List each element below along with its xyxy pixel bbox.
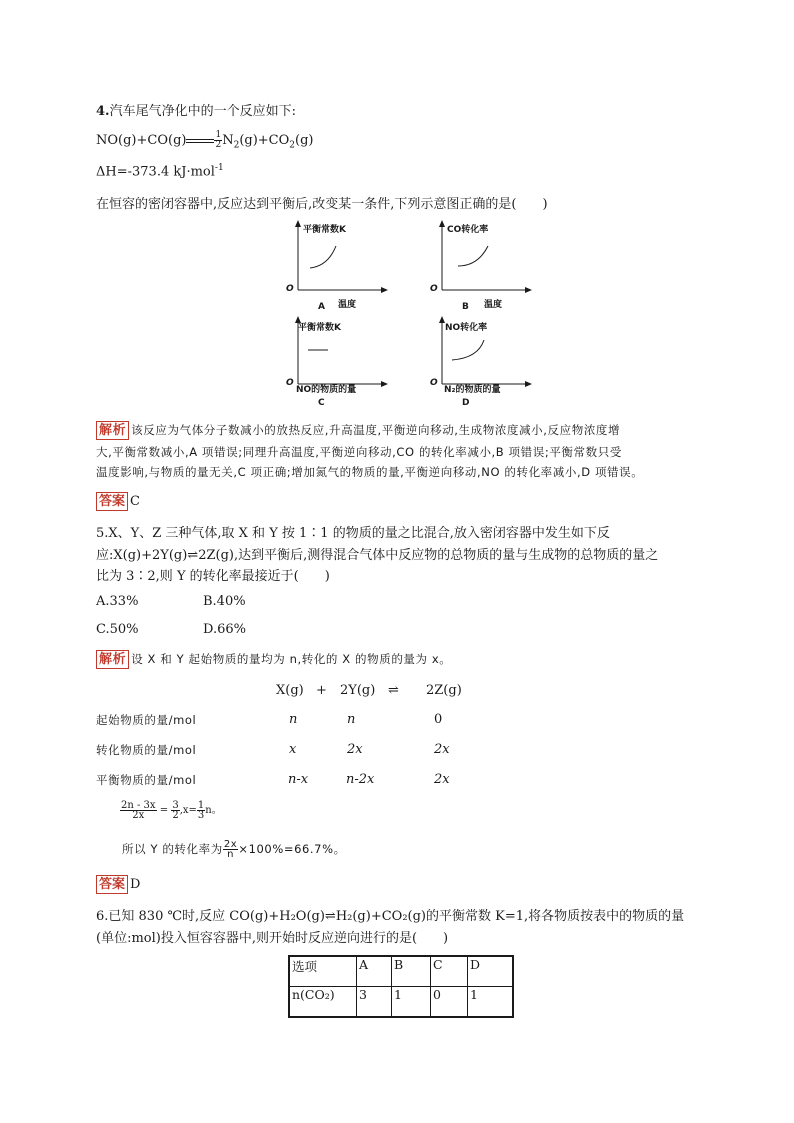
row-change-y: 2x xyxy=(347,742,363,757)
q4-analysis-line-3: 温度影响,与物质的量无关,C 项正确;增加氮气的物质的量,平衡逆向移动,NO 的转化率减小,D 项错误。 xyxy=(96,465,644,479)
q6-stem-line-2: (单位:mol)投入恒容容器中,则开始时反应逆向进行的是( ) xyxy=(96,931,449,946)
table-row xyxy=(289,956,513,987)
graph-b-ylabel: CO转化率 xyxy=(447,225,489,235)
table-header-cell: D xyxy=(468,956,514,987)
graph-a-letter: A xyxy=(318,302,325,312)
row-equil-y: n-2x xyxy=(346,772,375,787)
table-cell: 1 xyxy=(468,987,514,1018)
q4-equation: NO(g)+CO(g) $\frac{1}{2}$ $N_2(g)+CO_2(g)$ xyxy=(96,130,314,151)
q4-analysis-line-2: 大,平衡常数减小,A 项错误;同理升高温度,平衡逆向移动,CO 的转化率减小,B 项错误;平衡常数只受 xyxy=(96,445,622,459)
row-change-z: 2x xyxy=(434,742,450,757)
eq-header-y: 2Y(g) xyxy=(340,683,376,698)
graph-d-xlabel: N₂的物质的量 xyxy=(444,385,501,395)
graph-b-xlabel: 温度 xyxy=(484,300,503,310)
q4-answer: 答案 C xyxy=(96,492,140,511)
graph-b-curve xyxy=(458,246,488,266)
graph-a-xlabel: 温度 xyxy=(338,300,357,310)
graph-a-ylabel: 平衡常数K xyxy=(303,225,346,235)
q5-calc: $\frac{2n - 3x}{2x}$ = $\frac{3}{2}$ ,x= $\frac{1}{3}$ n。 xyxy=(121,800,222,821)
q5-option-a: A.33% xyxy=(96,594,139,609)
graph-c-ylabel: 平衡常数K xyxy=(298,323,341,333)
graph-c-letter: C xyxy=(318,398,325,408)
equilibrium-arrow-icon xyxy=(186,136,214,146)
graph-b xyxy=(428,218,532,314)
graph-d xyxy=(428,314,532,410)
q6-options-table xyxy=(288,955,514,1018)
table-header-cell: A xyxy=(357,956,392,987)
row-start-x: n xyxy=(289,712,298,727)
q5-option-d: D.66% xyxy=(203,622,246,637)
answer-tag: 答案 xyxy=(96,492,128,511)
table-cell: 3 xyxy=(357,987,392,1018)
q4-analysis-line-1: 解析 该反应为气体分子数减小的放热反应,升高温度,平衡逆向移动,生成物浓度减小,反应物浓度增 xyxy=(96,421,620,440)
q5-option-b: B.40% xyxy=(203,594,246,609)
row-change-x: x xyxy=(289,742,297,757)
analysis-tag: 解析 xyxy=(96,421,129,440)
table-row xyxy=(289,987,513,1018)
eq-header-arrow: ⇌ xyxy=(388,683,399,698)
q5-answer: 答案 D xyxy=(96,875,140,894)
q5-analysis-intro: 解析 设 X 和 Y 起始物质的量均为 n,转化的 X 的物质的量为 x。 xyxy=(96,650,451,669)
q5-stem-line-1: 5.X、Y、Z 三种气体,取 X 和 Y 按 1∶1 的物质的量之比混合,放入密闭容器中发生如下反 xyxy=(96,526,610,541)
q5-stem-line-3: 比为 3∶2,则 Y 的转化率最接近于( ) xyxy=(96,569,330,584)
q5-conversion: 所以 Y 的转化率为 $\frac{2x}{n}$ ×100%=66.7%。 xyxy=(122,839,346,860)
graph-c-origin: O xyxy=(286,378,294,388)
table-row-label: n(CO₂) xyxy=(289,987,357,1018)
table-cell: 1 xyxy=(392,987,431,1018)
graph-a-curve xyxy=(310,246,336,268)
graph-a-origin: O xyxy=(286,284,294,294)
q4-question: 在恒容的密闭容器中,反应达到平衡后,改变某一条件,下列示意图正确的是( ) xyxy=(96,197,548,212)
graph-a xyxy=(284,218,388,314)
answer-tag: 答案 xyxy=(96,875,128,894)
graph-d-curve xyxy=(452,340,484,360)
eq-header-x: X(g) xyxy=(276,683,304,698)
graph-b-letter: B xyxy=(462,302,469,312)
row-start-z: 0 xyxy=(434,712,443,727)
row-start-label: 起始物质的量/mol xyxy=(96,713,197,727)
table-header-cell: C xyxy=(431,956,468,987)
q5-option-c: C.50% xyxy=(96,622,139,637)
graph-d-origin: O xyxy=(430,378,438,388)
row-equil-label: 平衡物质的量/mol xyxy=(96,773,197,787)
eq-header-plus: + xyxy=(316,683,327,698)
q5-stem-line-2: 应:X(g)+2Y(g)⇌2Z(g),达到平衡后,测得混合气体中反应物的总物质的量与生成物的总物质的量之 xyxy=(96,548,659,563)
graph-b-origin: O xyxy=(430,284,438,294)
graph-d-letter: D xyxy=(462,398,470,408)
graph-c-xlabel: NO的物质的量 xyxy=(296,385,357,395)
q4-stem: 4.汽车尾气净化中的一个反应如下: xyxy=(96,104,296,119)
table-cell: 0 xyxy=(431,987,468,1018)
graph-d-ylabel: NO转化率 xyxy=(445,323,488,333)
table-header-cell: 选项 xyxy=(289,956,357,987)
q4-enthalpy: ΔH=-373.4 kJ·mol$^{-1}$ xyxy=(96,163,224,180)
graph-c xyxy=(284,314,388,410)
eq-header-z: 2Z(g) xyxy=(426,683,462,698)
q6-stem-line-1: 6.已知 830 ℃时,反应 CO(g)+H₂O(g)⇌H₂(g)+CO₂(g)的平衡常数 K=1,将各物质按表中的物质的量 xyxy=(96,909,685,924)
row-start-y: n xyxy=(347,712,356,727)
row-equil-z: 2x xyxy=(434,772,450,787)
analysis-tag: 解析 xyxy=(96,650,129,669)
table-header-cell: B xyxy=(392,956,431,987)
row-change-label: 转化物质的量/mol xyxy=(96,743,197,757)
row-equil-x: n-x xyxy=(288,772,309,787)
